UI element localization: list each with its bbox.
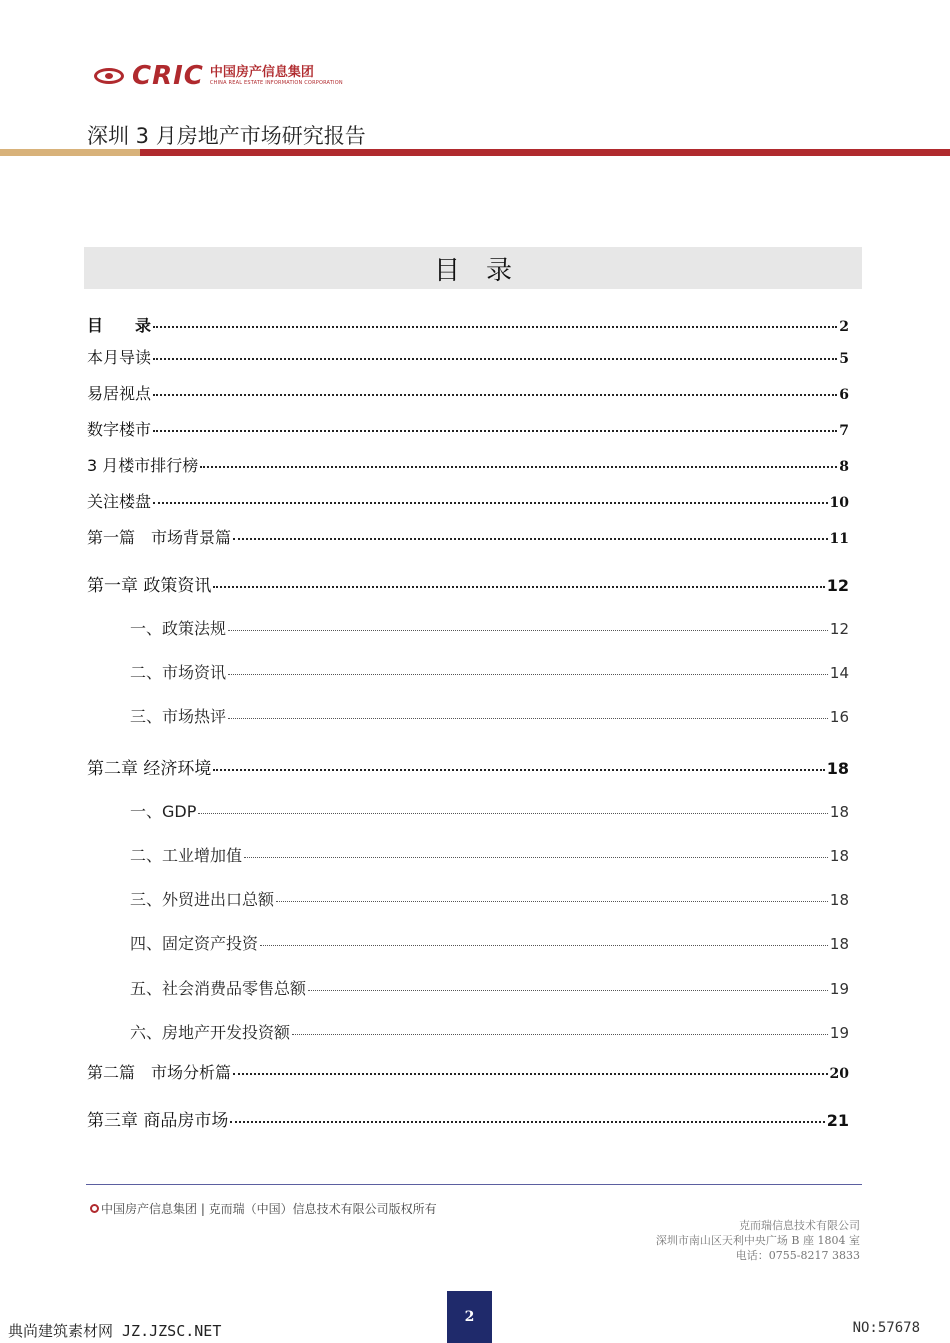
cric-logo — [92, 62, 343, 90]
toc-entry-label: 三、外贸进出口总额 — [130, 890, 275, 909]
toc-section-entry[interactable] — [87, 887, 849, 910]
toc-heading: 目录 — [433, 255, 538, 286]
toc-heading-banner — [84, 247, 862, 289]
toc-entry-page: 18 — [829, 891, 849, 909]
toc-leader — [276, 901, 828, 902]
company-phone: 电话：0755-8217 3833 — [735, 1249, 860, 1262]
watermark-number: NO:57678 — [852, 1320, 920, 1336]
toc-entry-label: 二、市场资讯 — [130, 663, 227, 682]
toc-entry[interactable] — [87, 381, 849, 404]
toc-entry-page: 8 — [839, 459, 849, 475]
toc-entry-label: 第一篇 市场背景篇 — [87, 528, 232, 547]
toc-entry-page: 21 — [826, 1111, 849, 1130]
toc-entry[interactable] — [87, 453, 849, 476]
toc-section-entry[interactable] — [87, 1020, 849, 1043]
toc-section-entry[interactable] — [87, 660, 849, 683]
toc-leader — [153, 502, 828, 504]
toc-leader — [153, 358, 837, 360]
toc-leader — [213, 586, 824, 588]
toc-section-entry[interactable] — [87, 704, 849, 727]
toc-entry-page: 5 — [839, 351, 849, 367]
logo-english-name: CHINA REAL ESTATE INFORMATION CORPORATION — [209, 80, 343, 86]
toc-entry-page: 2 — [839, 319, 849, 335]
toc-entry-label: 二、工业增加值 — [130, 846, 243, 865]
toc-entry-label: 第二章 经济环境 — [87, 759, 212, 779]
toc-entry-page: 7 — [839, 423, 849, 439]
toc-entry-page: 19 — [829, 980, 849, 998]
toc-entry-page: 14 — [829, 664, 849, 682]
toc-leader — [200, 466, 837, 468]
company-address-block — [656, 1218, 860, 1263]
toc-leader — [198, 813, 828, 814]
toc-entry-label: 数字楼市 — [87, 420, 152, 439]
company-name: 克而瑞信息技术有限公司 — [739, 1219, 860, 1232]
header-rule — [140, 149, 950, 156]
toc-entry-label: 关注楼盘 — [87, 492, 152, 511]
toc-leader — [153, 430, 837, 432]
copyright-notice — [90, 1200, 437, 1217]
toc-entry[interactable] — [87, 417, 849, 440]
toc-leader — [233, 1073, 828, 1075]
toc-entry-label: 本月导读 — [87, 348, 152, 367]
toc-entry[interactable] — [87, 489, 849, 512]
toc-leader — [228, 630, 828, 631]
toc-section-entry[interactable] — [87, 616, 849, 639]
toc-entry-label: 一、政策法规 — [130, 619, 227, 638]
toc-leader — [153, 326, 837, 328]
toc-entry-label: 五、社会消费品零售总额 — [130, 979, 307, 998]
toc-entry[interactable] — [87, 525, 849, 548]
toc-entry-page: 18 — [829, 847, 849, 865]
toc-leader — [153, 394, 837, 396]
toc-leader — [244, 857, 828, 858]
toc-entry[interactable] — [87, 1060, 849, 1083]
toc-chapter-entry[interactable] — [87, 1106, 849, 1131]
toc-leader — [228, 718, 828, 719]
watermark-site: 典尚建筑素材网 JZ.JZSC.NET — [8, 1322, 222, 1340]
copyright-text: 中国房产信息集团 | 克而瑞（中国）信息技术有限公司版权所有 — [101, 1202, 437, 1216]
toc-entry-page: 18 — [826, 759, 849, 778]
toc-entry-label: 第三章 商品房市场 — [87, 1111, 229, 1131]
toc-entry-page: 18 — [829, 803, 849, 821]
toc-entry-label: 六、房地产开发投资额 — [130, 1023, 291, 1042]
toc-leader — [230, 1121, 824, 1123]
toc-entry-label: 三、市场热评 — [130, 707, 227, 726]
toc-leader — [308, 990, 828, 991]
toc-leader — [292, 1034, 828, 1035]
toc-section-entry[interactable] — [87, 976, 849, 999]
toc-section-entry[interactable] — [87, 799, 849, 822]
page-number: 2 — [447, 1291, 492, 1343]
toc-entry-page: 11 — [829, 531, 849, 547]
copyright-icon — [90, 1204, 99, 1213]
toc-section-entry[interactable] — [87, 931, 849, 954]
toc-entry-page: 16 — [829, 708, 849, 726]
toc-entry[interactable] — [87, 345, 849, 368]
toc-leader — [233, 538, 828, 540]
toc-leader — [213, 769, 824, 771]
toc-entry-page: 12 — [829, 620, 849, 638]
toc-chapter-entry[interactable] — [87, 571, 849, 596]
toc-leader — [260, 945, 828, 946]
toc-entry[interactable] — [87, 313, 849, 336]
toc-entry-label: 目 录 — [87, 316, 152, 335]
company-address: 深圳市南山区天利中央广场 B 座 1804 室 — [655, 1234, 860, 1247]
toc-section-entry[interactable] — [87, 843, 849, 866]
document-title: 深圳 3 月房地产市场研究报告 — [87, 124, 366, 148]
toc-entry-page: 20 — [829, 1066, 849, 1082]
toc-entry-label: 一、GDP — [130, 802, 197, 821]
toc-entry-label: 3 月楼市排行榜 — [87, 456, 199, 475]
toc-entry-page: 6 — [839, 387, 849, 403]
logo-eye-icon — [92, 65, 132, 87]
toc-entry-page: 12 — [826, 576, 849, 595]
toc-entry-page: 10 — [829, 495, 849, 511]
footer-rule — [86, 1184, 862, 1185]
toc-entry-label: 第二篇 市场分析篇 — [87, 1063, 232, 1082]
toc-chapter-entry[interactable] — [87, 754, 849, 779]
toc-entry-label: 第一章 政策资讯 — [87, 576, 212, 596]
toc-entry-page: 18 — [829, 935, 849, 953]
toc-entry-label: 四、固定资产投资 — [130, 934, 259, 953]
toc-leader — [228, 674, 828, 675]
toc-entry-page: 19 — [829, 1024, 849, 1042]
toc-entry-label: 易居视点 — [87, 384, 152, 403]
header-rule-accent — [0, 149, 140, 156]
logo-text: CRIC — [132, 61, 204, 91]
logo-chinese-name: 中国房产信息集团 — [209, 65, 314, 80]
